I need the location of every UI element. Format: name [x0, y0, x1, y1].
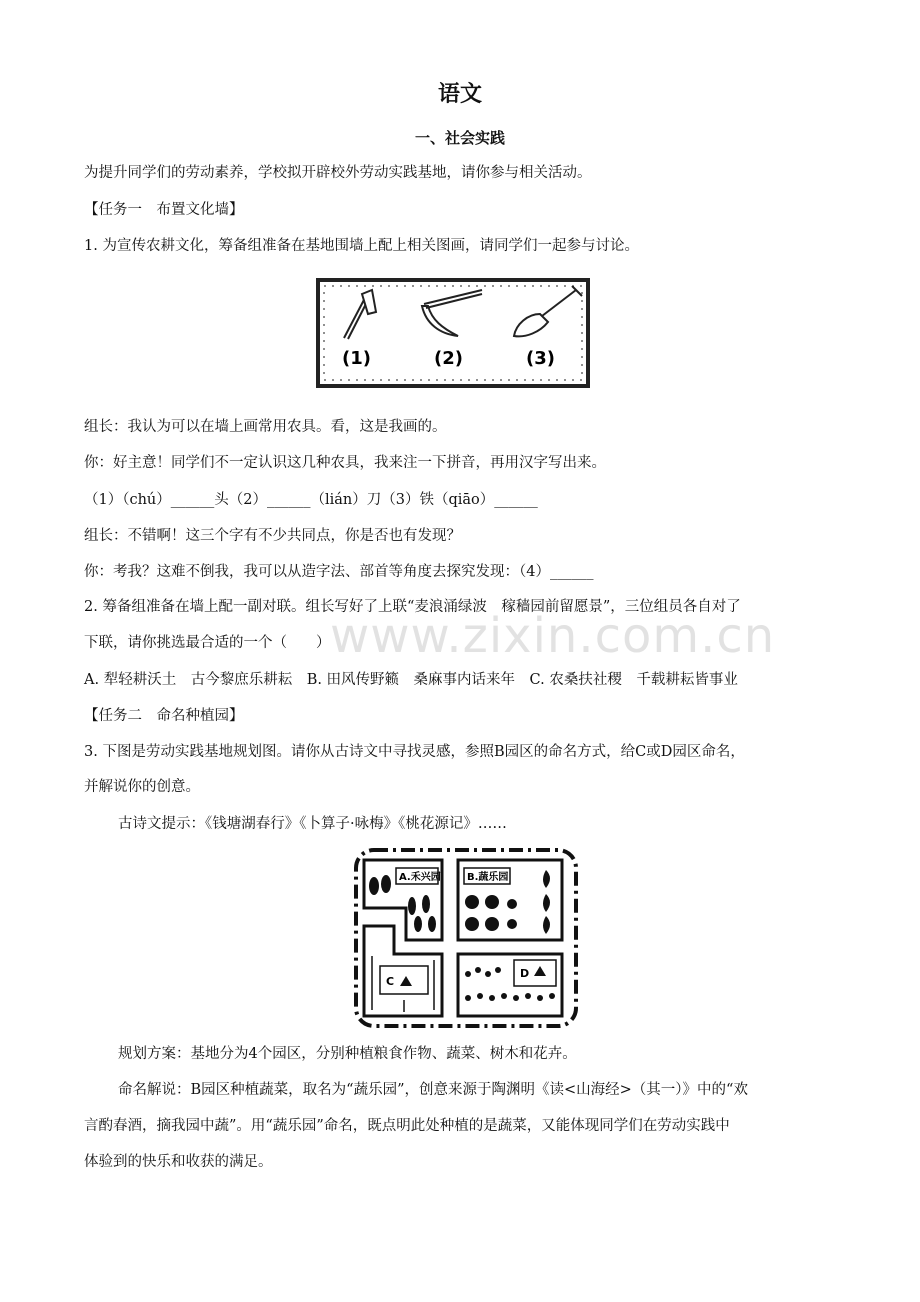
naming-line-2: 言酌春酒，摘我园中蔬”。用“蔬乐园”命名，既点明此处种植的是蔬菜，又能体现同学们在劳动实践中 [84, 1118, 730, 1134]
task1-heading: 【任务一 布置文化墙】 [84, 202, 244, 218]
area-d-label: D [520, 967, 530, 980]
pinyin-blanks: （1）（chú）______头（2）______（lián）刀（3）铁（qiāo）______ [84, 492, 538, 508]
intro-text: 为提升同学们的劳动素养，学校拟开辟校外劳动实践基地，请你参与相关活动。 [84, 165, 592, 181]
poetry-hint: 古诗文提示：《钱塘湖春行》《卜算子·咏梅》《桃花源记》…… [118, 816, 507, 832]
you-line-1: 你：好主意！同学们不一定认识这几种农具，我来注一下拼音，再用汉字写出来。 [84, 455, 606, 471]
sickle-icon [422, 290, 482, 336]
question-3-line-2: 并解说你的创意。 [84, 779, 200, 795]
question-2-line-2: 下联，请你挑选最合适的一个（ ） [84, 635, 331, 651]
garden-plan-map [350, 846, 582, 1032]
shovel-icon [514, 286, 582, 336]
hoe-icon [344, 290, 376, 339]
page-title: 语文 [437, 81, 482, 107]
tool-label-3: (3) [526, 348, 555, 369]
section-heading: 一、社会实践 [414, 129, 505, 147]
question-1: 1. 为宣传农耕文化，筹备组准备在基地围墙上配上相关图画，请同学们一起参与讨论。 [84, 238, 639, 254]
naming-line-1: 命名解说：B园区种植蔬菜，取名为“蔬乐园”，创意来源于陶渊明《读<山海经>（其一）》中的“欢 [118, 1082, 748, 1098]
area-a-label: A.禾兴园 [399, 872, 441, 883]
question-2-options: A. 犁轻耕沃土 古今黎庶乐耕耘 B. 田风传野籁 桑麻事内话来年 C. 农桑扶社稷 千载耕耘皆事业 [84, 672, 738, 688]
you-line-2: 你：考我？这难不倒我，我可以从造字法、部首等角度去探究发现：（4）______ [84, 564, 594, 580]
watermark: www.zixin.com.cn [330, 608, 776, 664]
farm-tools-figure [314, 276, 594, 392]
area-c-label: C [386, 975, 395, 988]
question-3-line-1: 3. 下图是劳动实践基地规划图。请你从古诗文中寻找灵感，参照B园区的命名方式，给C或D园区命名， [84, 744, 745, 760]
area-b-label: B.蔬乐园 [467, 872, 509, 883]
task2-heading: 【任务二 命名种植园】 [84, 708, 244, 724]
tool-label-1: (1) [342, 348, 371, 369]
tool-label-2: (2) [434, 348, 463, 369]
naming-line-3: 体验到的快乐和收获的满足。 [84, 1154, 273, 1170]
question-2-line-1: 2. 筹备组准备在墙上配一副对联。组长写好了上联“麦浪涌绿波 稼穑园前留愿景”，三位组员各自对了 [84, 599, 741, 615]
plan-text: 规划方案：基地分为4个园区，分别种植粮食作物、蔬菜、树木和花卉。 [118, 1046, 577, 1062]
leader-line-1: 组长：我认为可以在墙上画常用农具。看，这是我画的。 [84, 419, 447, 435]
leader-line-2: 组长：不错啊！这三个字有不少共同点，你是否也有发现？ [84, 528, 461, 544]
